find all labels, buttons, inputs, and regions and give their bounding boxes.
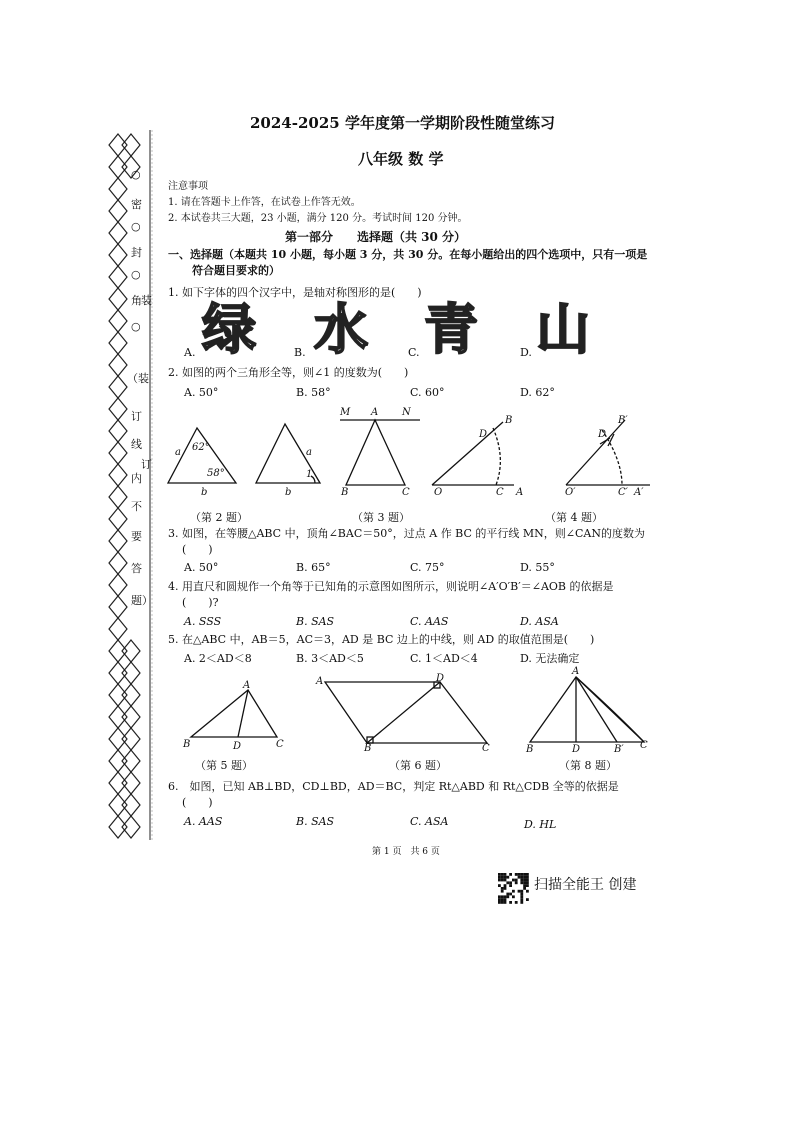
- qr-cell: [526, 879, 529, 882]
- q1-char-shui: 水: [314, 298, 368, 361]
- label-angle-62: 62°: [192, 442, 210, 453]
- q4-option-c: C. AAS: [410, 615, 449, 628]
- label-a: A: [316, 676, 324, 687]
- qr-cell: [520, 879, 523, 882]
- q1-option-c-label: C.: [408, 346, 420, 359]
- seal-char-yao: 要: [131, 530, 142, 543]
- qr-cell: [523, 884, 526, 887]
- qr-cell: [501, 890, 504, 893]
- qr-cell: [520, 881, 523, 884]
- qr-cell: [504, 898, 507, 901]
- seal-char-xian: 线: [131, 438, 142, 451]
- qr-cell: [504, 901, 507, 904]
- qr-cell: [501, 898, 504, 901]
- qr-cell: [504, 879, 507, 882]
- q6-option-c: C. ASA: [410, 815, 449, 828]
- qr-cell: [523, 881, 526, 884]
- qr-cell: [523, 887, 526, 890]
- label-d: D: [436, 673, 445, 684]
- q5-option-d: D. 无法确定: [520, 652, 580, 665]
- q3-option-d: D. 55°: [520, 561, 555, 574]
- qr-cell: [498, 876, 501, 879]
- seal-circle: ○: [131, 220, 141, 233]
- qr-cell: [498, 898, 501, 901]
- label-n: N: [402, 407, 411, 418]
- question-5-stem: 5. 在△ABC 中，AB＝5，AC＝3，AD 是 BC 边上的中线，则 AD 的取值范围是( ): [168, 633, 595, 646]
- qr-cell: [520, 901, 523, 904]
- label-c-prime: C′: [618, 487, 628, 498]
- qr-cell: [526, 884, 529, 887]
- seal-char-ding2: 订: [141, 458, 152, 471]
- qr-cell: [501, 895, 504, 898]
- q1-option-d-label: D.: [520, 346, 532, 359]
- question-2-stem: 2. 如图的两个三角形全等，则∠1 的度数为( ): [168, 366, 409, 379]
- label-b-prime: B′: [614, 744, 624, 755]
- label-a: A: [572, 666, 580, 677]
- qr-cell: [512, 890, 515, 893]
- q6-option-a: A. AAS: [184, 815, 223, 828]
- label-m: M: [340, 407, 351, 418]
- label-c: C: [276, 739, 284, 750]
- qr-cell: [518, 876, 521, 879]
- question-6-stem: 6. 如图，已知 AB⊥BD，CD⊥BD，AD＝BC，判定 Rt△ABD 和 Rt△CDB 全等的依据是: [168, 780, 619, 793]
- q2-option-b: B. 58°: [296, 386, 331, 399]
- seal-char-nei: 内: [131, 472, 142, 485]
- question-6-paren: ( ): [182, 796, 213, 809]
- label-angle-58: 58°: [207, 468, 225, 479]
- notes-heading: 注意事项: [168, 181, 208, 192]
- qr-cell: [515, 881, 518, 884]
- label-a: a: [306, 447, 312, 458]
- scanner-watermark: 扫描全能王 创建: [534, 877, 637, 893]
- seal-char-feng: 封: [131, 246, 142, 259]
- caption-q2: （第 2 题）: [190, 511, 248, 524]
- q1-char-lv: 绿: [202, 298, 256, 361]
- qr-cell: [504, 895, 507, 898]
- qr-cell: [509, 884, 512, 887]
- q4-option-d: D. ASA: [520, 615, 559, 628]
- qr-cell: [512, 879, 515, 882]
- label-o-prime: O′: [565, 487, 576, 498]
- qr-cell: [504, 884, 507, 887]
- qr-cell: [498, 901, 501, 904]
- qr-cell: [518, 873, 521, 876]
- q3-option-c: C. 75°: [410, 561, 445, 574]
- qr-cell: [498, 884, 501, 887]
- label-b: B: [364, 743, 372, 754]
- seal-circle: ○: [131, 268, 141, 281]
- qr-cell: [504, 887, 507, 890]
- seal-char-bu: 不: [131, 500, 142, 513]
- label-a: A: [243, 680, 251, 691]
- section-heading-cont: 符合题目要求的）: [192, 264, 280, 277]
- qr-cell: [520, 895, 523, 898]
- q1-option-b-label: B.: [294, 346, 306, 359]
- caption-q4: （第 4 题）: [545, 511, 603, 524]
- caption-q8: （第 8 题）: [559, 759, 617, 772]
- page-subtitle: 八年级 数 学: [358, 150, 444, 168]
- label-angle-1: 1: [306, 469, 313, 480]
- qr-cell: [506, 895, 509, 898]
- q5-option-a: A. 2＜AD＜8: [184, 652, 252, 665]
- qr-cell: [526, 876, 529, 879]
- label-b: b: [285, 487, 292, 498]
- qr-cell: [518, 890, 521, 893]
- section-heading: 一、选择题（本题共 10 小题，每小题 3 分，共 30 分。在每小题给出的四个选项中，只有一项是: [168, 248, 648, 261]
- q6-option-d: D. HL: [524, 818, 557, 831]
- seal-char-da: 答: [131, 562, 142, 575]
- qr-cell: [523, 879, 526, 882]
- page-number: 第 1 页 共 6 页: [372, 847, 440, 857]
- q1-char-qing: 青: [424, 298, 478, 361]
- q4-option-a: A. SSS: [184, 615, 222, 628]
- qr-cell: [509, 873, 512, 876]
- label-c: C: [640, 740, 648, 751]
- qr-cell: [501, 873, 504, 876]
- part-heading: 第一部分 选择题（共 30 分）: [285, 230, 467, 244]
- qr-cell: [509, 881, 512, 884]
- label-b: B: [505, 415, 513, 426]
- label-a-prime: A′: [634, 487, 644, 498]
- qr-cell: [501, 879, 504, 882]
- label-b: B: [183, 739, 191, 750]
- label-d: D: [598, 429, 607, 440]
- qr-cell: [526, 890, 529, 893]
- seal-circle: ○: [131, 320, 141, 333]
- caption-q5: （第 5 题）: [195, 759, 253, 772]
- q3-option-a: A. 50°: [184, 561, 219, 574]
- qr-cell: [501, 887, 504, 890]
- caption-q6: （第 6 题）: [389, 759, 447, 772]
- qr-cell: [520, 890, 523, 893]
- caption-q3: （第 3 题）: [352, 511, 410, 524]
- qr-cell: [520, 873, 523, 876]
- label-d: D: [572, 744, 581, 755]
- page-title: 2024-2025 学年度第一学期阶段性随堂练习: [250, 114, 555, 132]
- label-d: D: [233, 741, 242, 752]
- q2-option-d: D. 62°: [520, 386, 555, 399]
- label-d: D: [479, 429, 488, 440]
- qr-cell: [523, 873, 526, 876]
- q5-option-c: C. 1＜AD＜4: [410, 652, 478, 665]
- q1-option-a-label: A.: [184, 346, 196, 359]
- question-4-stem: 4. 用直尺和圆规作一个角等于已知角的示意图如图所示，则说明∠A′O′B′＝∠AOB 的依据是: [168, 580, 614, 593]
- qr-cell: [504, 876, 507, 879]
- qr-cell: [509, 901, 512, 904]
- label-b-prime: B′: [618, 415, 628, 426]
- qr-cell: [523, 876, 526, 879]
- qr-cell: [498, 873, 501, 876]
- label-c: C: [402, 487, 410, 498]
- seal-circle: ○: [131, 168, 141, 181]
- qr-cell: [501, 876, 504, 879]
- question-1-stem: 1. 如下字体的四个汉字中，是轴对称图形的是( ): [168, 286, 422, 299]
- qr-cell: [515, 901, 518, 904]
- label-b: b: [201, 487, 208, 498]
- q1-char-shan: 山: [536, 298, 590, 361]
- q4-option-b: B. SAS: [296, 615, 335, 628]
- label-c: C: [496, 487, 504, 498]
- qr-cell: [504, 873, 507, 876]
- qr-cell: [526, 873, 529, 876]
- qr-cell: [501, 901, 504, 904]
- qr-cell: [506, 881, 509, 884]
- qr-cell: [520, 876, 523, 879]
- qr-cell: [520, 898, 523, 901]
- qr-cell: [515, 879, 518, 882]
- question-3-stem: 3. 如图，在等腰△ABC 中，顶角∠BAC＝50°，过点 A 作 BC 的平行线 MN，则∠CAN的度数为: [168, 527, 645, 540]
- q2-option-a: A. 50°: [184, 386, 219, 399]
- seal-char-zhuang: 装: [141, 294, 152, 307]
- label-a: A: [516, 487, 524, 498]
- label-a: a: [175, 447, 181, 458]
- qr-cell: [520, 893, 523, 896]
- qr-cell: [498, 879, 501, 882]
- qr-cell: [526, 881, 529, 884]
- label-o: O: [434, 487, 443, 498]
- q2-option-c: C. 60°: [410, 386, 445, 399]
- qr-cell: [498, 895, 501, 898]
- seal-char-ding: 订: [131, 410, 142, 423]
- qr-cell: [526, 898, 529, 901]
- seal-char-zhuang2: （装: [127, 372, 149, 385]
- note-item: 2. 本试卷共三大题，23 小题，满分 120 分。考试时间 120 分钟。: [168, 213, 468, 224]
- q3-option-b: B. 65°: [296, 561, 331, 574]
- qr-cell: [515, 873, 518, 876]
- label-a: A: [371, 407, 379, 418]
- label-c: C: [482, 743, 490, 754]
- qr-cell: [512, 895, 515, 898]
- q5-option-b: B. 3＜AD＜5: [296, 652, 364, 665]
- question-3-paren: ( ): [182, 543, 213, 556]
- seal-char-mi: 密: [131, 198, 142, 211]
- qr-cell: [509, 893, 512, 896]
- question-4-paren: ( )?: [182, 596, 219, 609]
- seal-char-ti: 题）: [131, 594, 153, 607]
- seal-char-jiao: 角: [131, 294, 142, 307]
- note-item: 1. 请在答题卡上作答，在试卷上作答无效。: [168, 197, 361, 208]
- q6-option-b: B. SAS: [296, 815, 335, 828]
- label-b: B: [341, 487, 349, 498]
- label-b: B: [526, 744, 534, 755]
- qr-cell: [506, 893, 509, 896]
- qr-cell: [506, 876, 509, 879]
